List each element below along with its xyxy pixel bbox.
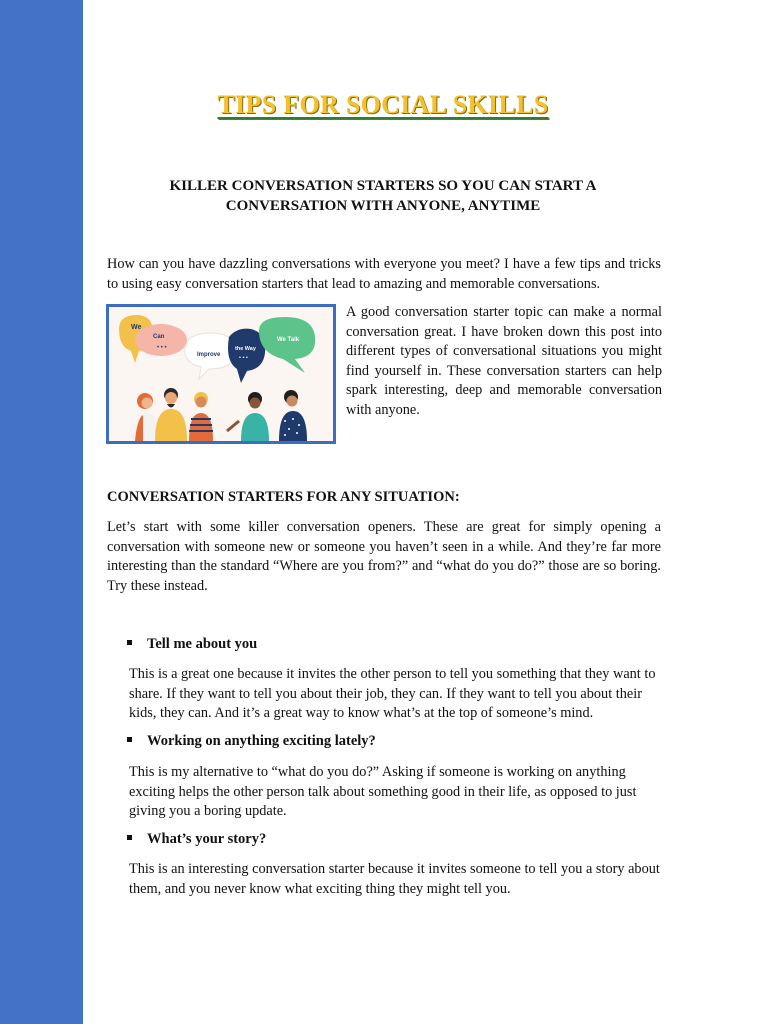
bubble-text-the-way: the Way bbox=[235, 346, 256, 352]
document-title: TIPS FOR SOCIAL SKILLS bbox=[217, 90, 549, 119]
people-talking-illustration bbox=[109, 307, 333, 441]
intro-paragraph: How can you have dazzling conversations with everyone you meet? I have a few tips and tricks to using easy conversation starters that lead to amazing and memorable conversations. bbox=[107, 256, 661, 292]
bullet-heading-text: Working on anything exciting lately? bbox=[147, 733, 376, 749]
bubble-text-can: Can bbox=[153, 334, 165, 340]
section-paragraph: Let’s start with some killer conversation openers. These are great for simply opening a conversation with someone new or someone you haven’t seen in a while. And they’re far more interesting than the standard “Where are you from?” and “what do you do?” those are so boring. Try these instead. bbox=[107, 519, 661, 594]
bubble-dots: • • • bbox=[157, 345, 167, 351]
bullet-heading-text: Tell me about you bbox=[147, 636, 258, 652]
bubble-text-we-talk: We Talk bbox=[277, 337, 300, 343]
bullet-body-2: This is my alternative to “what do you do?” Asking if someone is working on anything exciting helps the other person talk about something good in their life, as opposed to just giving you a boring update. bbox=[129, 764, 637, 819]
bullet-square-icon bbox=[127, 737, 132, 742]
bullet-square-icon bbox=[127, 835, 132, 840]
subtitle-line-1: KILLER CONVERSATION STARTERS SO YOU CAN START A bbox=[169, 178, 597, 194]
image-side-paragraph: A good conversation starter topic can make a normal conversation great. I have broken down this post into different types of conversational situations you might find yourself in. These conversation starters can help spark interesting, deep and memorable conversation with anyone. bbox=[346, 304, 662, 418]
bullet-heading-text: What’s your story? bbox=[147, 831, 267, 847]
subtitle-line-2: CONVERSATION WITH ANYONE, ANYTIME bbox=[225, 198, 541, 214]
left-color-band bbox=[0, 0, 83, 1024]
section-heading: CONVERSATION STARTERS FOR ANY SITUATION: bbox=[107, 489, 460, 505]
bubble-text-we: We bbox=[131, 324, 142, 331]
pink-speech-bubble bbox=[135, 324, 187, 356]
document-page bbox=[83, 0, 768, 1024]
bubble-text-improve: Improve bbox=[197, 352, 221, 358]
bullet-body-3: This is an interesting conversation starter because it invites someone to tell you a story about them, and you never know what exciting thing they might tell you. bbox=[129, 861, 660, 897]
bullet-heading-3 bbox=[127, 831, 266, 848]
conversation-illustration bbox=[106, 304, 336, 444]
bullet-body-1: This is a great one because it invites the other person to tell you something that they want to share. If they want to tell you about their job, they can. If they want to tell you about their kids, they can. And it’s a great way to know what’s at the top of someone’s mind. bbox=[129, 666, 656, 721]
bubble-dots-2: • • • bbox=[239, 355, 248, 361]
bullet-heading-2 bbox=[127, 733, 376, 750]
document-subtitle bbox=[83, 176, 683, 216]
bullet-square-icon bbox=[127, 640, 132, 645]
bullet-heading-1 bbox=[127, 636, 257, 653]
